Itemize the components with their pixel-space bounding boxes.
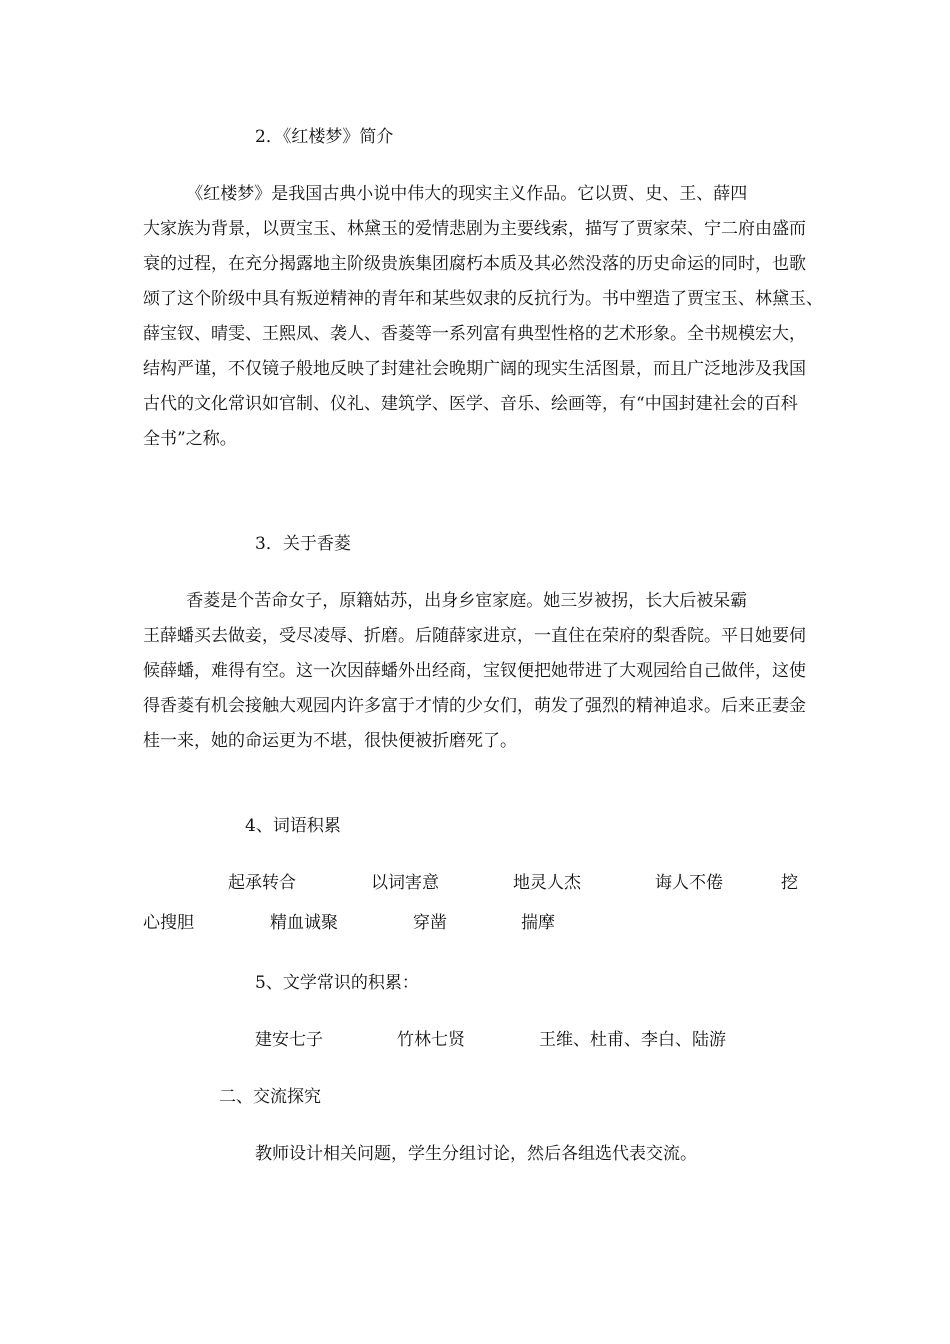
paragraph-line: 候薛蟠，难得有空。这一次因薛蟠外出经商，宝钗便把她带进了大观园给自己做伴，这使 (143, 661, 806, 681)
paragraph-line: 桂一来，她的命运更为不堪，很快便被折磨死了。 (143, 731, 517, 751)
part2-heading: 二、交流探究 (219, 1087, 321, 1107)
section2-heading: 2．《红楼梦》简介 (255, 127, 394, 147)
part2-text: 教师设计相关问题，学生分组讨论，然后各组选代表交流。 (255, 1144, 697, 1164)
vocab-item: 心搜胆 (143, 913, 194, 933)
knowledge-item: 建安七子 (255, 1030, 323, 1050)
section5-heading: 5、文学常识的积累： (255, 973, 419, 993)
vocab-item: 起承转合 (228, 873, 296, 893)
paragraph-line: 颂了这个阶级中具有叛逆精神的青年和某些奴隶的反抗行为。书中塑造了贾宝玉、林黛玉、 (143, 289, 823, 309)
vocab-item: 地灵人杰 (513, 873, 581, 893)
vocab-item: 穿凿 (413, 913, 447, 933)
knowledge-item: 王维、杜甫、李白、陆游 (539, 1030, 726, 1050)
paragraph-line: 《红楼梦》是我国古典小说中伟大的现实主义作品。它以贾、史、王、薛四 (143, 184, 748, 204)
paragraph-line: 衰的过程，在充分揭露地主阶级贵族集团腐朽本质及其必然没落的历史命运的同时，也歌 (143, 254, 806, 274)
vocab-item: 诲人不倦 (655, 873, 723, 893)
vocab-item: 挖 (781, 873, 798, 893)
paragraph-line: 结构严谨，不仅镜子般地反映了封建社会晚期广阔的现实生活图景，而且广泛地涉及我国 (143, 359, 806, 379)
paragraph-line: 得香菱有机会接触大观园内许多富于才情的少女们，萌发了强烈的精神追求。后来正妻金 (143, 696, 806, 716)
vocab-item: 精血诚聚 (270, 913, 338, 933)
paragraph-line: 王薛蟠买去做妾，受尽凌辱、折磨。后随薛家进京，一直住在荣府的梨香院。平日她要伺 (143, 626, 806, 646)
vocab-item: 揣摩 (521, 913, 555, 933)
paragraph-line: 全书”之称。 (143, 429, 237, 449)
paragraph-line: 香菱是个苦命女子，原籍姑苏，出身乡宦家庭。她三岁被拐，长大后被呆霸 (143, 591, 748, 611)
vocab-item: 以词害意 (371, 873, 439, 893)
section3-heading: 3．关于香菱 (255, 534, 351, 554)
paragraph-line: 大家族为背景，以贾宝玉、林黛玉的爱情悲剧为主要线索，描写了贾家荣、宁二府由盛而 (143, 219, 806, 239)
section4-heading: 4、词语积累 (245, 816, 341, 836)
knowledge-item: 竹林七贤 (397, 1030, 465, 1050)
paragraph-line: 古代的文化常识如官制、仪礼、建筑学、医学、音乐、绘画等，有“中国封建社会的百科 (143, 394, 798, 414)
paragraph-line: 薛宝钗、晴雯、王熙凤、袭人、香菱等一系列富有典型性格的艺术形象。全书规模宏大， (143, 324, 806, 344)
